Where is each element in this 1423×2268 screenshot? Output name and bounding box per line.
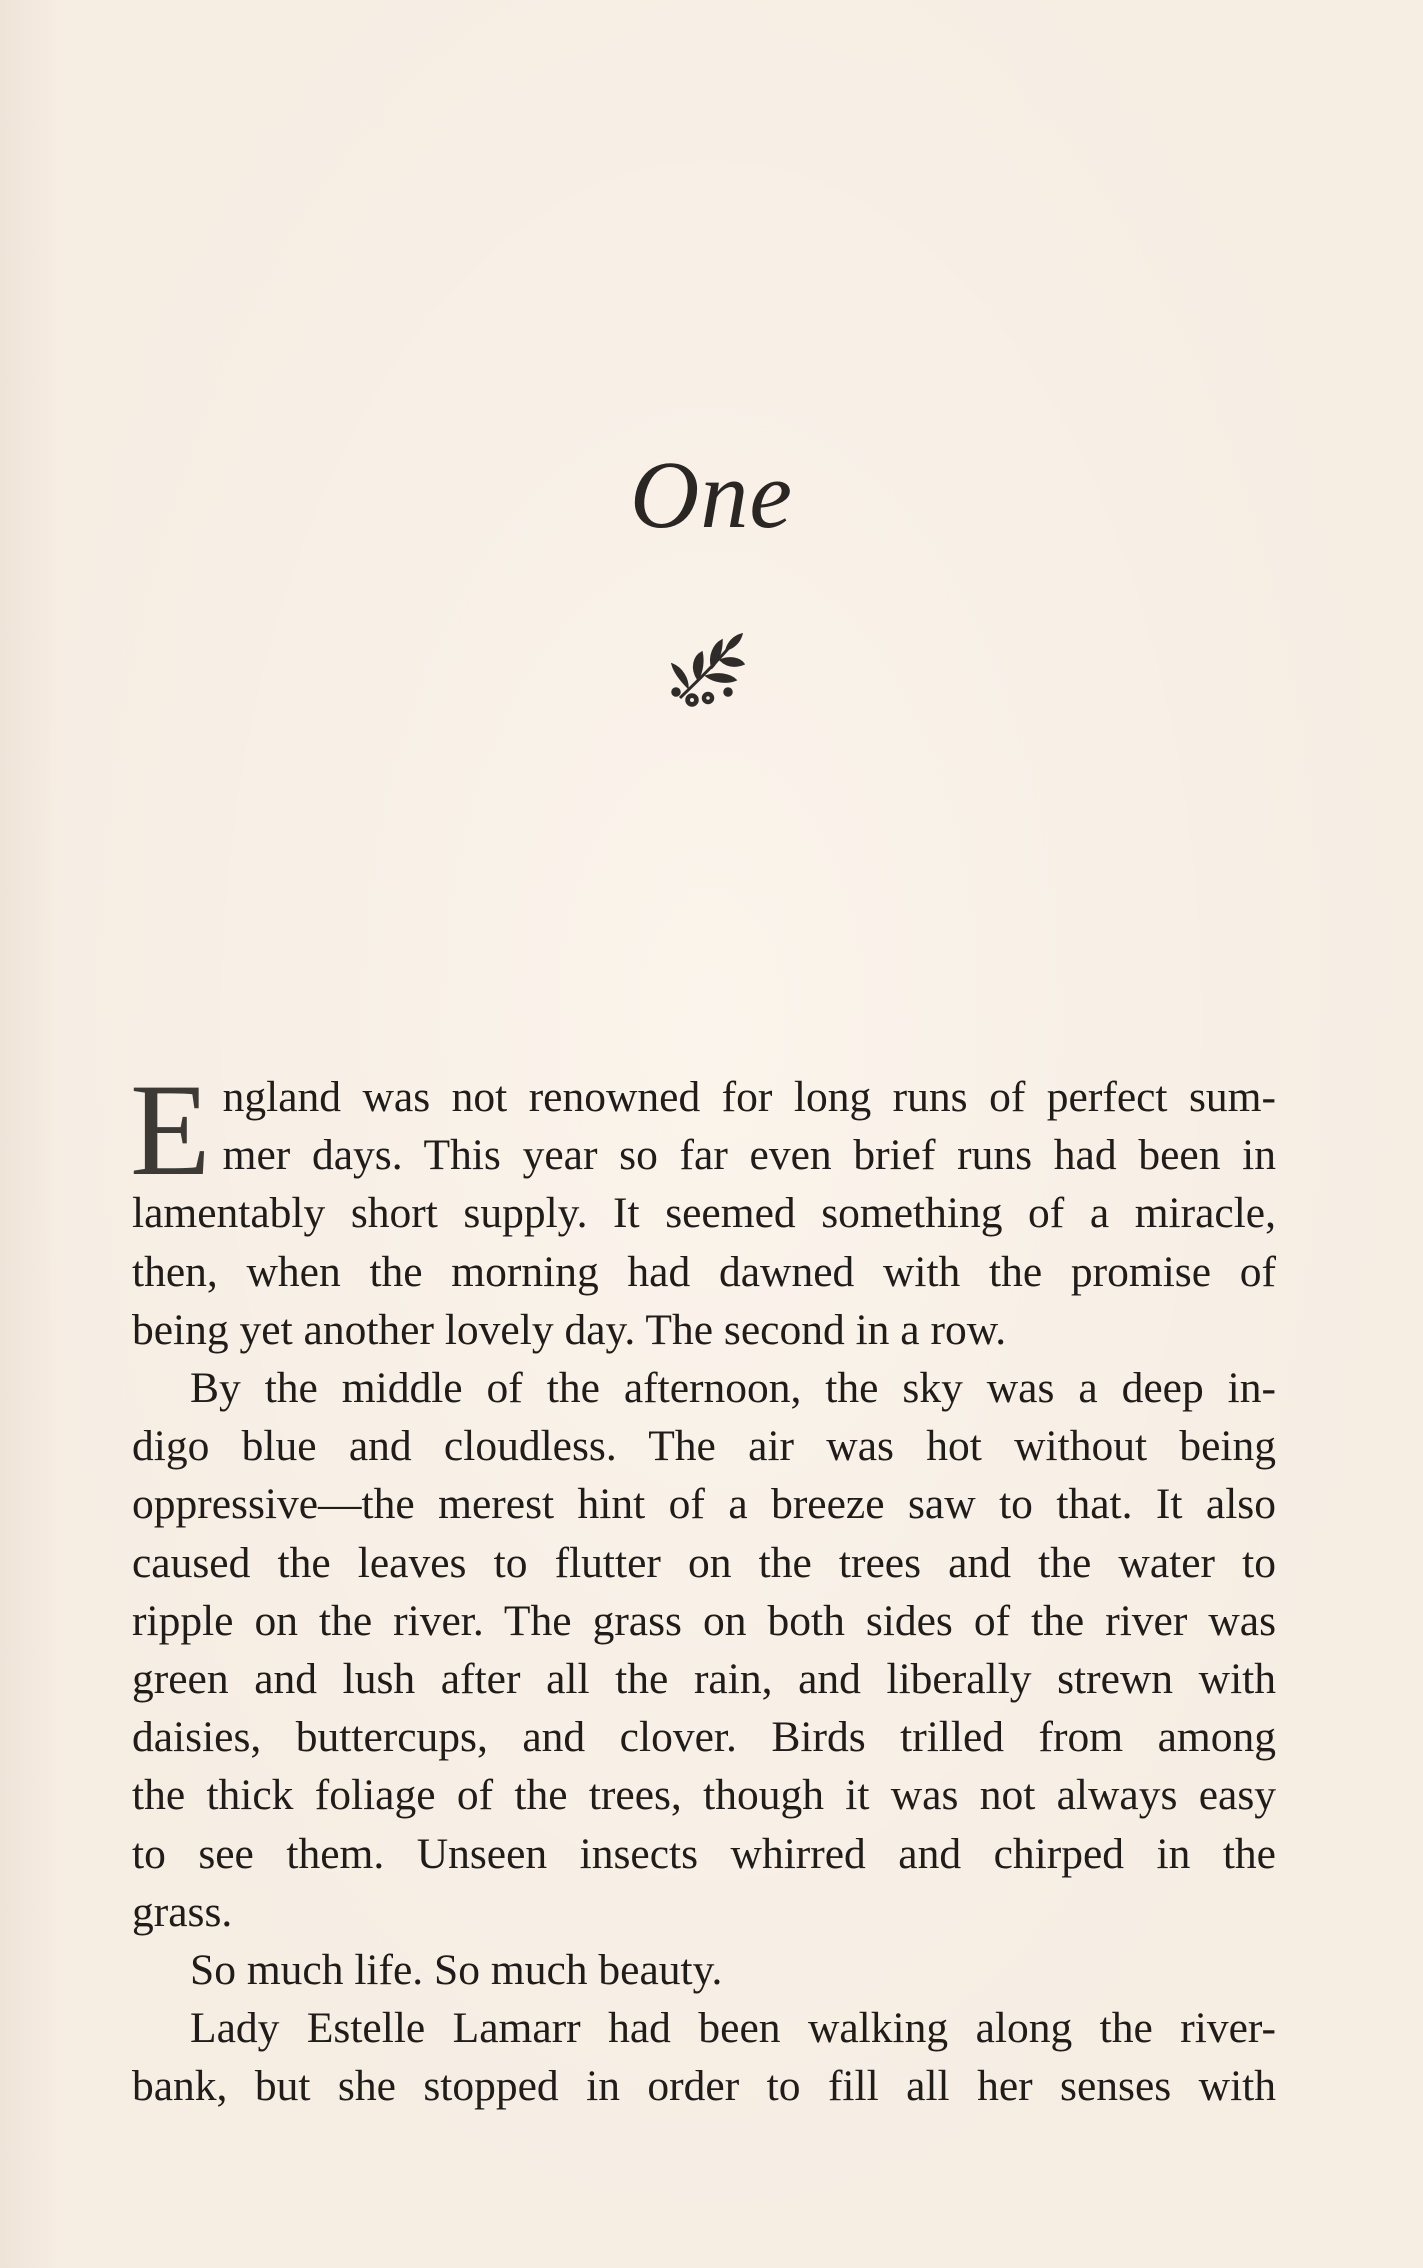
text-line: oppressive—the merest hint of a breeze saw to that. It also bbox=[132, 1480, 1276, 1529]
text-line: mer days. This year so far even brief runs had been in bbox=[222, 1131, 1276, 1180]
chapter-title: One bbox=[630, 441, 793, 548]
text-line: being yet another lovely day. The second in a row. bbox=[132, 1305, 1007, 1354]
text-line: caused the leaves to flutter on the trees and the water to bbox=[132, 1538, 1276, 1587]
text-line: bank, but she stopped in order to fill all her senses with bbox=[132, 2062, 1276, 2111]
text-line: to see them. Unseen insects whirred and chirped in the bbox=[132, 1829, 1276, 1878]
text-line: ripple on the river. The grass on both sides of the river was bbox=[132, 1596, 1276, 1645]
chapter-body bbox=[130, 1056, 1276, 2116]
floral-ornament-icon bbox=[668, 628, 746, 708]
paragraph-2 bbox=[132, 1359, 1276, 1941]
text-line: the thick foliage of the trees, though it was not always easy bbox=[132, 1771, 1276, 1820]
text-line: So much life. So much beauty. bbox=[190, 1946, 723, 1995]
drop-cap: E bbox=[130, 1056, 211, 1203]
text-line: green and lush after all the rain, and liberally strewn with bbox=[132, 1655, 1276, 1704]
text-line: digo blue and cloudless. The air was hot without being bbox=[132, 1422, 1276, 1471]
text-line: By the middle of the afternoon, the sky was a deep in- bbox=[190, 1364, 1276, 1413]
paragraph-1 bbox=[130, 1056, 1276, 1359]
text-line: ngland was not renowned for long runs of perfect sum- bbox=[222, 1073, 1276, 1121]
paragraph-4 bbox=[132, 1999, 1276, 2115]
text-line: grass. bbox=[132, 1887, 233, 1936]
paragraph-3 bbox=[132, 1941, 1276, 1999]
text-line: lamentably short supply. It seemed something of a miracle, bbox=[132, 1189, 1276, 1238]
text-line: daisies, buttercups, and clover. Birds trilled from among bbox=[132, 1713, 1276, 1762]
text-line: then, when the morning had dawned with the promise of bbox=[132, 1247, 1276, 1296]
text-line: Lady Estelle Lamarr had been walking along the river- bbox=[190, 2004, 1276, 2053]
